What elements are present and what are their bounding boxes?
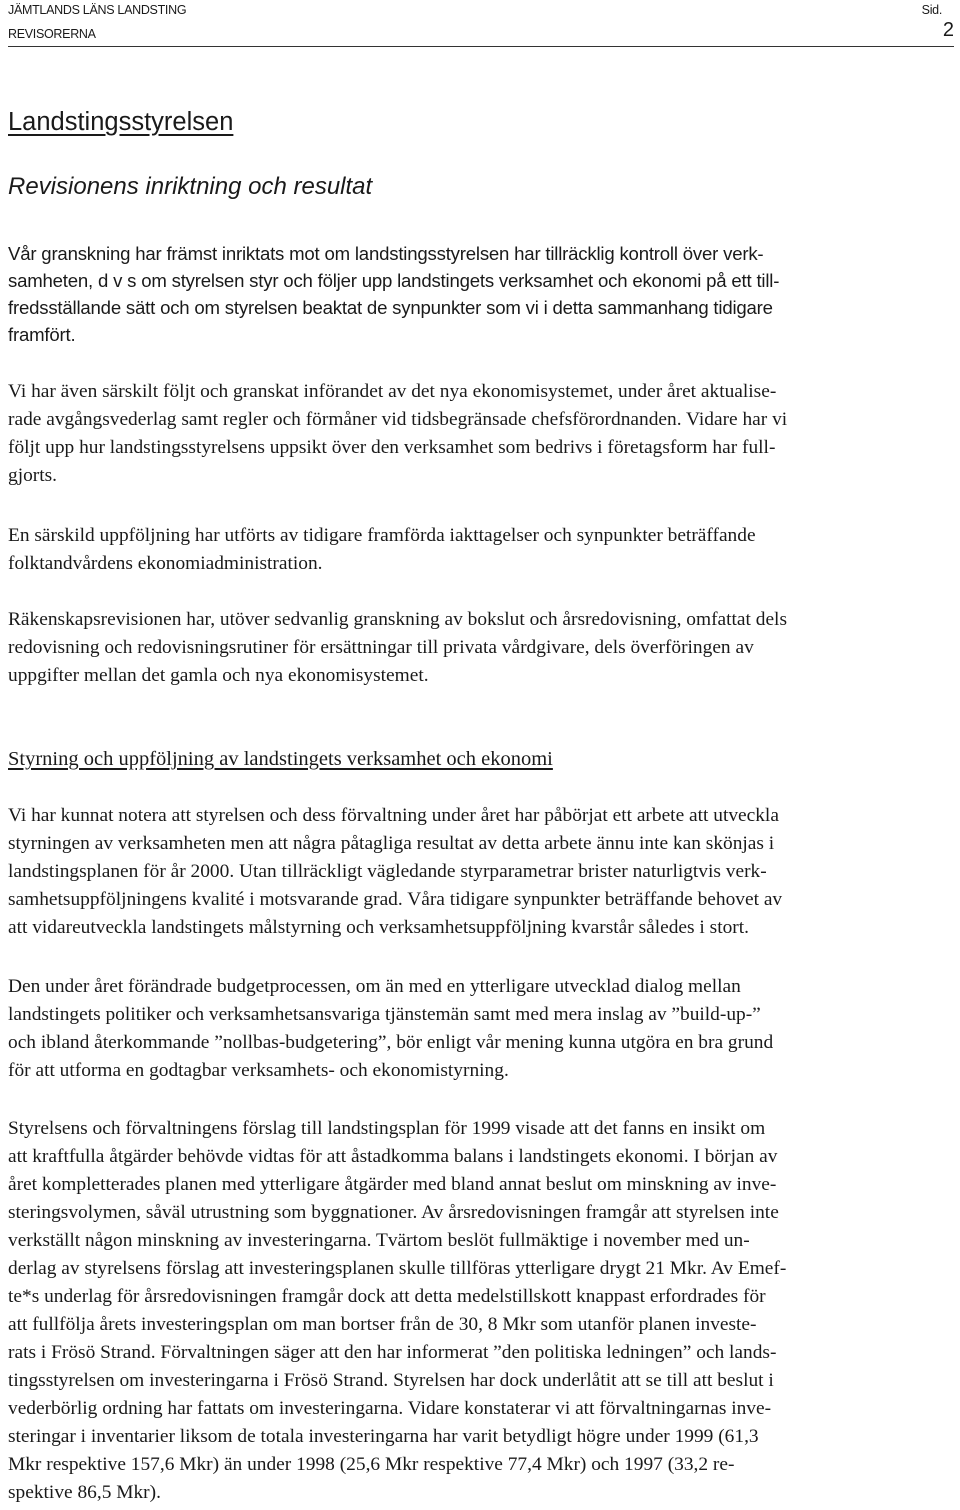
text-line: tingsstyrelsen om investeringarna i Frösö Strand. Styrelsen har dock underlåtit att se till att beslut i xyxy=(8,1370,774,1391)
intro-paragraph xyxy=(8,240,952,348)
header-organization: JÄMTLANDS LÄNS LANDSTING xyxy=(8,3,187,17)
text-line: uppgifter mellan det gamla och nya ekonomisystemet. xyxy=(8,665,429,686)
document-title: Landstingsstyrelsen xyxy=(8,108,234,136)
text-line: Den under året förändrade budgetprocessen, om än med en ytterligare utvecklad dialog mellan xyxy=(8,976,741,997)
paragraph-followup xyxy=(8,522,952,578)
text-line: Mkr respektive 157,6 Mkr) än under 1998 (25,6 Mkr respektive 77,4 Mkr) och 1997 (33,2 re- xyxy=(8,1454,735,1475)
text-line: Räkenskapsrevisionen har, utöver sedvanlig granskning av bokslut och årsredovisning, omfattat dels xyxy=(8,609,787,630)
text-line: rade avgångsvederlag samt regler och förmåner vid tidsbegränsade chefsförordnanden. Vidare har vi xyxy=(8,409,788,430)
text-line: redovisning och redovisningsrutiner för ersättningar till privata vårdgivare, dels överföringen av xyxy=(8,637,754,658)
text-line: steringar i inventarier liksom de totala investeringarna har varit betydligt högre under 1999 (61,3 xyxy=(8,1426,759,1447)
text-line: året kompletterades planen med ytterligare åtgärder med bland annat beslut om minskning av inve- xyxy=(8,1174,777,1195)
text-line: vederbörlig ordning har fattats om investeringarna. Vidare konstaterar vi att förvaltningarnas inve- xyxy=(8,1398,772,1419)
paragraph-investments xyxy=(8,1115,952,1507)
text-line: Vi har kunnat notera att styrelsen och dess förvaltning under året har påbörjat ett arbete att utveckla xyxy=(8,805,779,826)
text-line: för att utforma en godtagbar verksamhets- och ekonomistyrning. xyxy=(8,1060,509,1081)
paragraph-budget-process xyxy=(8,973,952,1085)
document-subtitle: Revisionens inriktning och resultat xyxy=(8,173,373,200)
header-sid-label: Sid. xyxy=(921,3,942,17)
text-line: derlag av styrelsens förslag att investeringsplanen skulle tillföras ytterligare drygt 21 Mkr. Av Emef- xyxy=(8,1258,787,1279)
text-line: En särskild uppföljning har utförts av tidigare framförda iakttagelser och synpunkter beträffande xyxy=(8,525,756,546)
page-header xyxy=(8,0,954,50)
text-line: och ibland återkommande ”nollbas-budgetering”, bör enligt vår mening kunna utgöra en bra grund xyxy=(8,1032,774,1053)
text-line: gjorts. xyxy=(8,465,58,486)
text-line: samheten, d v s om styrelsen styr och följer upp landstingets verksamhet och ekonomi på ett till- xyxy=(8,270,780,291)
text-line: landstingsplanen för år 2000. Utan tillräckligt vägledande styrparametrar brister naturligtvis verk- xyxy=(8,861,767,882)
text-line: landstingets politiker och verksamhetsansvariga tjänstemän samt med mera inslag av ”build-up-” xyxy=(8,1004,761,1025)
paragraph-economy-system xyxy=(8,378,952,490)
text-line: Vi har även särskilt följt och granskat införandet av det nya ekonomisystemet, under året aktualise- xyxy=(8,381,777,402)
text-line: följt upp hur landstingsstyrelsens uppsikt över den verksamhet som bedrivs i företagsform har full- xyxy=(8,437,776,458)
text-line: fredsställande sätt och om styrelsen beaktat de synpunkter som vi i detta sammanhang tidigare xyxy=(8,297,773,318)
text-line: folktandvårdens ekonomiadministration. xyxy=(8,553,323,574)
header-page-number: 2 xyxy=(942,19,954,41)
paragraph-accounting-audit xyxy=(8,606,952,690)
text-line: styrningen av verksamheten men att några påtagliga resultat av detta arbete ännu inte kan skönjas i xyxy=(8,833,775,854)
text-line: rats i Frösö Strand. Förvaltningen säger att den har informerat ”den politiska ledningen” och lands- xyxy=(8,1342,777,1363)
header-divider xyxy=(8,46,954,47)
text-line: framfört. xyxy=(8,324,76,345)
text-line: Vår granskning har främst inriktats mot om landstingsstyrelsen har tillräcklig kontroll över verk- xyxy=(8,243,764,264)
text-line: steringsvolymen, såväl utrustning som byggnationer. Av årsredovisningen framgår att styrelsen inte xyxy=(8,1202,779,1223)
header-department: REVISORERNA xyxy=(8,27,96,41)
text-line: te*s underlag för årsredovisningen framgår dock att detta medelstillskott knappast erfordrades för xyxy=(8,1286,766,1307)
text-line: att fullfölja årets investeringsplan om man bortser från de 30, 8 Mkr som utanför planen investe- xyxy=(8,1314,757,1335)
text-line: att vidareutveckla landstingets målstyrning och verksamhetsuppföljning kvarstår således i stort. xyxy=(8,917,749,938)
text-line: att kraftfulla åtgärder behövde vidtas för att åstadkomma balans i landstingets ekonomi. I början av xyxy=(8,1146,778,1167)
text-line: verkställt någon minskning av investeringarna. Tvärtom beslöt fullmäktige i november med un- xyxy=(8,1230,750,1251)
text-line: Styrelsens och förvaltningens förslag till landstingsplan för 1999 visade att det fanns en insikt om xyxy=(8,1118,766,1139)
section-heading: Styrning och uppföljning av landstingets verksamhet och ekonomi xyxy=(8,748,553,770)
paragraph-governance xyxy=(8,802,952,942)
text-line: spektive 86,5 Mkr). xyxy=(8,1482,161,1503)
text-line: samhetsuppföljningens kvalité i motsvarande grad. Våra tidigare synpunkter beträffande behovet av xyxy=(8,889,783,910)
